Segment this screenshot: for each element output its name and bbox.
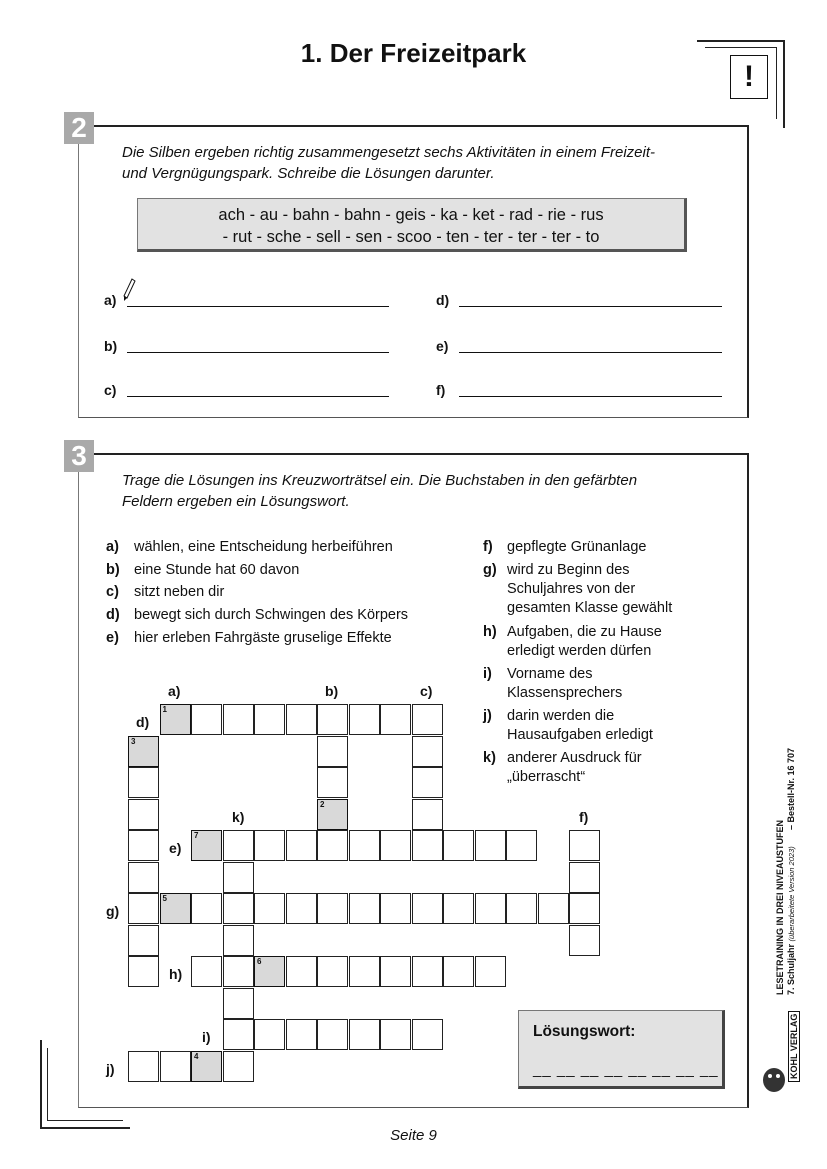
crossword-cell[interactable] bbox=[128, 799, 159, 830]
clue-i: i) Vorname des Klassensprechers bbox=[483, 666, 623, 701]
cell-number: 1 bbox=[162, 705, 167, 714]
corner-decoration bbox=[40, 1040, 42, 1128]
crossword-cell[interactable] bbox=[128, 956, 159, 987]
crossword-cell[interactable] bbox=[128, 830, 159, 861]
crossword-label-e: e) bbox=[169, 840, 182, 856]
answer-label-d: d) bbox=[436, 292, 450, 308]
crossword-cell[interactable] bbox=[569, 893, 600, 924]
clue-a: a) wählen, eine Entscheidung herbeiführen bbox=[106, 539, 393, 555]
crossword-label-b: b) bbox=[325, 683, 339, 699]
syllables-line-2: - rut - sche - sell - sen - scoo - ten - ter - ter - ter - to bbox=[222, 228, 600, 246]
cell-number: 6 bbox=[257, 957, 262, 966]
crossword-label-j: j) bbox=[106, 1061, 115, 1077]
exercise-2-number: 2 bbox=[64, 112, 94, 144]
crossword-cell[interactable] bbox=[412, 830, 443, 861]
crossword-solution-cell[interactable] bbox=[160, 704, 191, 735]
crossword-label-h: h) bbox=[169, 966, 183, 982]
crossword-label-i: i) bbox=[202, 1029, 211, 1045]
crossword-cell[interactable] bbox=[475, 956, 506, 987]
answer-label-e: e) bbox=[436, 338, 449, 354]
crossword-solution-cell[interactable] bbox=[254, 956, 285, 987]
clue-d: d) bewegt sich durch Schwingen des Körpers bbox=[106, 607, 409, 623]
crossword-cell[interactable] bbox=[380, 893, 411, 924]
answer-label-a: a) bbox=[104, 292, 117, 308]
publisher-name: KOHL VERLAG bbox=[788, 1011, 800, 1082]
crossword-cell[interactable] bbox=[569, 925, 600, 956]
answer-label-f: f) bbox=[436, 382, 446, 398]
crossword-label-d: d) bbox=[136, 714, 150, 730]
crossword-cell[interactable] bbox=[538, 893, 569, 924]
crossword-cell[interactable] bbox=[412, 893, 443, 924]
crossword-cell[interactable] bbox=[349, 704, 380, 735]
crossword-cell[interactable] bbox=[286, 830, 317, 861]
crossword-cell[interactable] bbox=[412, 767, 443, 798]
crossword-label-f: f) bbox=[579, 809, 589, 825]
corner-decoration bbox=[47, 1120, 123, 1121]
page-footer: Seite 9 bbox=[390, 1127, 437, 1144]
crossword-cell[interactable] bbox=[128, 767, 159, 798]
crossword-cell[interactable] bbox=[569, 862, 600, 893]
crossword-cell[interactable] bbox=[254, 1019, 285, 1050]
crossword-solution-cell[interactable] bbox=[317, 799, 348, 830]
clue-g: g) wird zu Beginn des Schuljahres von der gesamten Klasse gewählt bbox=[483, 562, 673, 616]
crossword-cell[interactable] bbox=[443, 893, 474, 924]
cell-number: 4 bbox=[194, 1051, 199, 1061]
crossword-cell[interactable] bbox=[286, 893, 317, 924]
crossword-cell[interactable] bbox=[506, 830, 537, 861]
crossword-cell[interactable] bbox=[317, 956, 348, 987]
crossword-cell[interactable] bbox=[223, 862, 254, 893]
grade-info: 7. Schuljahr (überarbeitete Version 2023) bbox=[786, 846, 796, 995]
answer-line-d[interactable] bbox=[459, 306, 722, 307]
crossword-cell[interactable] bbox=[254, 704, 285, 735]
crossword-cell[interactable] bbox=[223, 893, 254, 924]
crossword-cell[interactable] bbox=[254, 830, 285, 861]
crossword-solution-cell[interactable] bbox=[191, 830, 222, 861]
corner-decoration bbox=[705, 47, 777, 48]
clue-e: e) hier erleben Fahrgäste gruselige Effekte bbox=[106, 630, 392, 646]
crossword-cell[interactable] bbox=[191, 893, 222, 924]
crossword-cell[interactable] bbox=[317, 704, 348, 735]
crossword-cell[interactable] bbox=[412, 799, 443, 830]
crossword-cell[interactable] bbox=[128, 862, 159, 893]
clue-b: b) eine Stunde hat 60 davon bbox=[106, 562, 300, 578]
corner-decoration bbox=[783, 40, 785, 128]
crossword-cell[interactable] bbox=[128, 925, 159, 956]
crossword-solution-cell[interactable] bbox=[191, 1051, 222, 1082]
crossword-cell[interactable] bbox=[412, 1019, 443, 1050]
crossword-cell[interactable] bbox=[380, 830, 411, 861]
crossword-cell[interactable] bbox=[569, 830, 600, 861]
crossword-cell[interactable] bbox=[254, 893, 285, 924]
answer-label-b: b) bbox=[104, 338, 118, 354]
exercise-2-instruction-1: Die Silben ergeben richtig zusammengesetzt sechs Aktivitäten in einem Freizeit- bbox=[122, 144, 656, 161]
publisher-mascot-icon bbox=[760, 1062, 788, 1094]
corner-decoration bbox=[697, 40, 785, 42]
crossword-cell[interactable] bbox=[506, 893, 537, 924]
exercise-3-number: 3 bbox=[64, 440, 94, 472]
crossword-cell[interactable] bbox=[128, 1051, 159, 1082]
crossword-label-g: g) bbox=[106, 903, 120, 919]
crossword-cell[interactable] bbox=[223, 925, 254, 956]
crossword-cell[interactable] bbox=[223, 830, 254, 861]
syllables-line-1: ach - au - bahn - bahn - geis - ka - ket - rad - rie - rus bbox=[218, 206, 604, 224]
answer-line-a[interactable] bbox=[127, 306, 389, 307]
cell-number: 2 bbox=[320, 799, 325, 809]
answer-label-c: c) bbox=[104, 382, 117, 398]
crossword-cell[interactable] bbox=[443, 830, 474, 861]
crossword-cell[interactable] bbox=[128, 893, 159, 924]
crossword-cell[interactable] bbox=[191, 704, 222, 735]
cell-number: 5 bbox=[162, 894, 167, 903]
crossword-cell[interactable] bbox=[349, 830, 380, 861]
crossword-cell[interactable] bbox=[380, 704, 411, 735]
crossword-cell[interactable] bbox=[317, 1019, 348, 1050]
crossword-cell[interactable] bbox=[317, 767, 348, 798]
crossword-cell[interactable] bbox=[317, 736, 348, 767]
crossword-label-a: a) bbox=[168, 683, 181, 699]
crossword-cell[interactable] bbox=[223, 956, 254, 987]
series-title: LESETRAINING IN DREI NIVEAUSTUFEN bbox=[775, 819, 785, 995]
solution-blanks[interactable]: __ __ __ __ __ __ __ __ bbox=[533, 1061, 719, 1078]
clue-k: k) anderer Ausdruck für „überrascht“ bbox=[483, 750, 642, 785]
crossword-cell[interactable] bbox=[286, 1019, 317, 1050]
crossword-cell[interactable] bbox=[317, 893, 348, 924]
crossword-solution-cell[interactable] bbox=[128, 736, 159, 767]
exercise-3-instruction-2: Feldern ergeben ein Lösungswort. bbox=[122, 493, 350, 510]
crossword-label-k: k) bbox=[232, 809, 245, 825]
crossword-cell[interactable] bbox=[412, 956, 443, 987]
crossword-cell[interactable] bbox=[349, 956, 380, 987]
crossword-cell[interactable] bbox=[191, 956, 222, 987]
crossword-solution-cell[interactable] bbox=[160, 893, 191, 924]
crossword-label-c: c) bbox=[420, 683, 433, 699]
clue-j: j) darin werden die Hausaufgaben erledigt bbox=[483, 708, 653, 743]
clue-f: f) gepflegte Grünanlage bbox=[483, 539, 647, 555]
clue-h: h) Aufgaben, die zu Hause erledigt werden dürfen bbox=[483, 624, 662, 659]
crossword-cell[interactable] bbox=[380, 1019, 411, 1050]
crossword-cell[interactable] bbox=[223, 1019, 254, 1050]
crossword-cell[interactable] bbox=[349, 893, 380, 924]
clue-c: c) sitzt neben dir bbox=[106, 584, 225, 600]
corner-decoration bbox=[47, 1048, 48, 1120]
solution-box bbox=[518, 1010, 725, 1089]
answer-line-b[interactable] bbox=[127, 352, 389, 353]
crossword-cell[interactable] bbox=[286, 956, 317, 987]
cell-number: 3 bbox=[131, 736, 136, 746]
exercise-3-instruction-1: Trage die Lösungen ins Kreuzworträtsel ein. Die Buchstaben in den gefärbten bbox=[122, 472, 638, 489]
solution-title: Lösungswort: bbox=[533, 1023, 636, 1040]
crossword-cell[interactable] bbox=[443, 956, 474, 987]
answer-line-f[interactable] bbox=[459, 396, 722, 397]
crossword-cell[interactable] bbox=[475, 893, 506, 924]
publisher-logo bbox=[760, 1013, 800, 1090]
crossword-cell[interactable] bbox=[317, 830, 348, 861]
crossword-cell[interactable] bbox=[160, 1051, 191, 1082]
crossword-cell[interactable] bbox=[380, 956, 411, 987]
answer-line-c[interactable] bbox=[127, 396, 389, 397]
page-title: 1. Der Freizeitpark bbox=[300, 38, 527, 68]
corner-decoration bbox=[776, 47, 777, 119]
exercise-2-instruction-2: und Vergnügungspark. Schreibe die Lösungen darunter. bbox=[122, 165, 495, 182]
crossword-cell[interactable] bbox=[412, 736, 443, 767]
crossword-cell[interactable] bbox=[286, 704, 317, 735]
crossword-cell[interactable] bbox=[223, 988, 254, 1019]
cell-number: 7 bbox=[194, 831, 199, 840]
crossword-cell[interactable] bbox=[223, 704, 254, 735]
crossword-cell[interactable] bbox=[349, 1019, 380, 1050]
order-number: – Bestell-Nr. 16 707 bbox=[786, 747, 796, 830]
pencil-icon bbox=[121, 278, 137, 302]
crossword-cell[interactable] bbox=[223, 1051, 254, 1082]
syllable-box bbox=[137, 198, 687, 252]
crossword-cell[interactable] bbox=[475, 830, 506, 861]
answer-line-e[interactable] bbox=[459, 352, 722, 353]
alert-icon: ! bbox=[730, 55, 768, 99]
crossword-cell[interactable] bbox=[412, 704, 443, 735]
